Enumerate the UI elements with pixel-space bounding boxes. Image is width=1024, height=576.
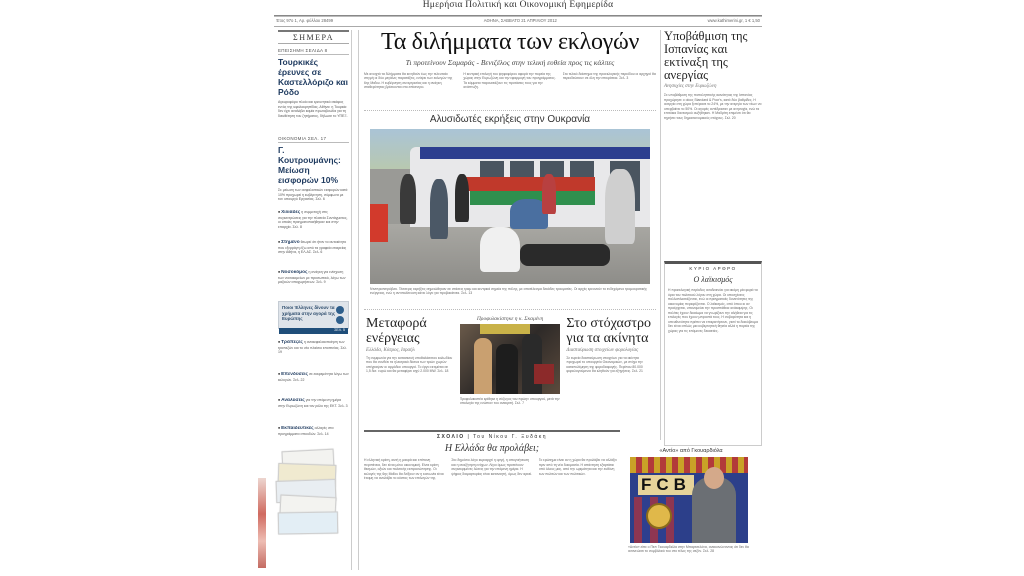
- divider: [364, 309, 656, 310]
- ukraine-explosion-photo: [370, 129, 650, 284]
- story-caption: Προφυλακιστέα κρίθηκε η σύζυγος του πρώην υπουργού, μετά την απολογία της ενώπιον του ανακριτή. Σελ. 7: [459, 397, 560, 406]
- story-subtitle: Διασταύρωση στοιχείων φορολογίας: [566, 348, 639, 353]
- euro-coin-icon: [336, 306, 344, 314]
- photo-sign: [480, 324, 530, 334]
- main-subheadline: Τι προτείνουν Σαμαράς - Βενιζέλος στην τελική ευθεία προς τις κάλπες: [405, 58, 615, 67]
- bullet-title: Χιλιάδες: [281, 210, 301, 215]
- bullet-text: σε εκκρεμότητα λόγω των εκλογών. Σελ. 22: [278, 372, 349, 382]
- photo-tram-ad-red: [465, 177, 595, 191]
- dateline-rule: [274, 26, 762, 27]
- football-icon: [646, 503, 672, 529]
- bullet-item[interactable]: ■ Εκπαιδευτικές αλλαγές στα προγράμματα σπουδών. Σελ. 14: [278, 426, 334, 436]
- bullet-text: θεωρεί ότι ήταν το αυτοκίνητο που εξερράγη έξω από τα γραφεία εταιρείας στην Αθήνα, η ΕΛ.ΑΣ. Σελ. 6: [278, 240, 347, 255]
- newspaper-front-page: [268, 0, 768, 576]
- main-column: [364, 28, 656, 558]
- sport-box[interactable]: [628, 448, 754, 559]
- bullet-title: Στημένο: [281, 240, 300, 245]
- newspaper-stack-image: [274, 450, 340, 536]
- scholio-col: Το ερώτημα είναι αν η χώρα θα προλάβει να αλλάξει πριν από τη νέα δοκιμασία. Η απάντηση εξαρτάται από όλους μας, από την ωριμότητα και την ευθύνη των πολιτών και των πολιτικών.: [538, 458, 617, 476]
- promo-page-bar: ΣΕΛ. 5: [279, 328, 348, 334]
- lead-col: Με ανοιχτά τα διλήμματα θα κινηθούν έως την τελευταία στιγμή οι δύο μεγάλες παρατάξεις, ενόψει των εκλογών της 6ης Μαΐου. Η κυβέρνηση συνεργασίας και η ανάγκη σταθερότητας βρίσκονται στο επίκεντρο.: [364, 72, 453, 90]
- bullet-item[interactable]: ■ Χιλιάδες η συμμετοχή στις συγκεντρώσεις για την πλατεία Συντάγματος, οι οποίες πραγματοποιήθηκαν και στην επαρχία. Σελ. 8: [278, 210, 348, 229]
- editorial-title[interactable]: Ο λαϊκισμός: [693, 275, 733, 284]
- scholio-text: [364, 458, 620, 558]
- coin-icon: [336, 316, 344, 324]
- bullet-text: η ανάγκη για ενίσχυση των νοσοκομείων με προσωπικό, λόγω των μαζικών αποχωρήσεων. Σελ. 9: [278, 270, 346, 285]
- photo-person: [480, 227, 520, 272]
- scholio-title[interactable]: Η Ελλάδα θα προλάβει;: [444, 443, 540, 454]
- bullet-item[interactable]: ■ Αναλύσεις για την επόμενη ημέρα στην Ευρωζώνη και τον ρόλο της ΕΚΤ. Σελ. 3: [278, 398, 348, 408]
- story-photo-label: Προφυλακίστηκε η κ. Σκαμένη: [476, 316, 544, 322]
- lead-col: Στο τελικό διάστημα της προεκλογικής περιόδου οι αρχηγοί θα περιοδεύσουν σε όλη την επικράτεια. Σελ. 3: [562, 72, 656, 81]
- bullet-item[interactable]: ■ Επενδύσεις σε εκκρεμότητα λόγω των εκλογών. Σελ. 22: [278, 372, 349, 382]
- photo-window: [570, 161, 594, 177]
- story-property[interactable]: [566, 316, 654, 422]
- photo-stripes: [630, 457, 748, 473]
- bullet-title: Αναλύσεις: [281, 398, 305, 403]
- scholio-rule: [364, 430, 620, 432]
- editorial-box: [664, 261, 762, 446]
- column-divider: [660, 30, 661, 440]
- photo-window: [480, 161, 504, 177]
- divider: [364, 110, 656, 111]
- photo-person: [520, 244, 610, 266]
- bullet-item[interactable]: ■ Νοσοκόμος η ανάγκη για ενίσχυση των νοσοκομείων με προσωπικό, λόγω των μαζικών αποχωρήσεων. Σελ. 9: [278, 270, 346, 285]
- bullet-title: Εκπαιδευτικές: [281, 426, 314, 431]
- left-headline-contributions[interactable]: Γ. Κουτρουμάνης: Μείωση εισφορών 10%: [278, 145, 341, 185]
- scholio-col: Η ελληνική κρίση, αυτή η μακρά και επίπονη περιπέτεια, δεν είναι μόνο οικονομική. Είναι κρίση θεσμών, αξιών και πολιτικής εκπροσώπησης. Οι εκλογές της 6ης Μαΐου θα δείξουν αν η κοινωνία είναι έτοιμη να αναλάβει το κόστος των επιλογών της.: [364, 458, 444, 480]
- story-title: Μεταφορά ενέργειας: [366, 316, 427, 346]
- dateline: [276, 18, 760, 26]
- sport-headline: «Αντίο» από Γκουαρδιόλα: [659, 448, 723, 454]
- photo-person: [400, 174, 416, 224]
- kicker: ΟΙΚΟΝΟΜΙΑ ΣΕΛ. 17: [278, 136, 349, 143]
- right-text: Σε υποβάθμιση της πιστοληπτικής ικανότητας της Ισπανίας προχώρησε ο οίκος Standard & Poor's, κατά δύο βαθμίδες. Η ανεργία στη χώρα ξεπέρασε το 24%, με την ανεργία των νέων να υπερβαίνει το 50%. Οι αγορές αντέδρασαν με ανησυχία, ενώ τα επιτόκια δανεισμού αυξήθηκαν. Η Μαδρίτη επιμένει ότι θα τηρήσει τους δημοσιονομικούς στόχους. Σελ. 20: [664, 93, 762, 120]
- sport-caption: «Αντίο» είπε ο Πεπ Γκουαρδιόλα στην Μπαρτσελόνα, ανακοινώνοντας ότι δεν θα ανανεώσει το συμβόλαιό του στο τέλος της σεζόν. Σελ. 28: [628, 545, 749, 554]
- photo-headline[interactable]: Αλυσιδωτές εκρήξεις στην Ουκρανία: [429, 114, 591, 125]
- section-header-today: ΣΗΜΕΡΑ: [278, 30, 349, 44]
- masthead-subtitle: Ημερήσια Πολιτική και Οικονομική Εφημερίδα: [422, 0, 614, 10]
- story-photo: [460, 324, 561, 394]
- lead-story-text: [364, 72, 656, 106]
- bullet-title: Επενδύσεις: [281, 372, 308, 377]
- photo-caption: Ντνιπροπετρόβσκ. Τέσσερις εκρήξεις σημειώθηκαν σε στάσεις τραμ και κεντρικά σημεία της πόλης, με αποτέλεσμα δεκάδες τραυματίες. Οι αρχές ερευνούν το ενδεχόμενο τρομοκρατικής ενέργειας, ενώ η αντιπολίτευση κάνει λόγο για προβοκάτσια. Σελ. 13: [370, 287, 647, 296]
- photo-window: [510, 161, 534, 177]
- scholio-byline: Του Νίκου Γ. Ξυδάκη: [473, 434, 548, 440]
- vertical-brand-logo: [258, 478, 266, 568]
- bullet-text: για την επόμενη ημέρα στην Ευρωζώνη και τον ρόλο της ΕΚΤ. Σελ. 3: [278, 398, 348, 408]
- photo-person: [430, 179, 448, 239]
- photo-person: [542, 174, 556, 214]
- left-text: Σε μείωση των ασφαλιστικών εισφορών κατά 10% προχωρεί η κυβέρνηση, σύμφωνα με τον υπουργό Εργασίας. Σελ. 6: [278, 188, 348, 202]
- right-subheadline: Ανησυχίες στην Ευρωζώνη: [664, 84, 717, 89]
- story-title: Στο στόχαστρο για τα ακίνητα: [566, 316, 651, 346]
- photo-person: [496, 344, 518, 394]
- photo-person-head: [704, 467, 724, 489]
- left-text: Αγκυροφόρο πλοίο και ερευνητικό σκάφος εντός της υφαλοκρηπίδας. Αθήνα: η Τουρκία δεν έχει αναλάβει καμία πρωτοβουλία για τη διευθέτηση του ζητήματος, δήλωσε το ΥΠΕΞ.: [278, 100, 348, 118]
- dateline-web: www.kathimerini.gr, 1 € 1,50: [707, 18, 760, 23]
- photo-person: [474, 338, 492, 394]
- photo-person: [605, 169, 635, 244]
- main-headline[interactable]: Τα διλήμματα των εκλογών: [380, 29, 639, 55]
- bullet-text: η ανακεφαλαιοποίηση των τραπεζών και το νέο πλαίσιο εποπτείας. Σελ. 19: [278, 340, 347, 355]
- right-column: [664, 30, 762, 446]
- scholio-col: Στο δημόσιο λόγο κυριαρχεί η οργή, η απογοήτευση και η αναζήτηση ενόχων. Λίγοι όμως προτείνουν συγκεκριμένες λύσεις για την επόμενη ημέρα. Η ψήφος διαμαρτυρίας είναι κατανοητή, όμως δεν αρκεί.: [451, 458, 533, 476]
- story-energy[interactable]: [366, 316, 454, 422]
- bullet-text: η συμμετοχή στις συγκεντρώσεις για την πλατεία Συντάγματος, οι οποίες πραγματοποιήθηκαν και στην επαρχία. Σελ. 8: [278, 210, 348, 229]
- masthead-rule: [274, 15, 762, 17]
- bullet-text: αλλαγές στα προγράμματα σπουδών. Σελ. 14: [278, 426, 334, 436]
- right-headline-spain[interactable]: Υποβάθμιση της Ισπανίας και εκτίναξη της ανεργίας: [664, 29, 748, 82]
- guardiola-photo: [630, 457, 748, 543]
- scholio-section: [364, 430, 620, 558]
- dateline-date: ΑΘΗΝΑ, ΣΑΒΒΑΤΟ 21 ΑΠΡΙΛΙΟΥ 2012: [483, 18, 557, 23]
- story-subtitle: Ελλάδα, Κύπρος, Ισραήλ: [366, 348, 415, 353]
- secondary-stories: [364, 316, 656, 422]
- column-divider: [358, 30, 359, 570]
- story-arrest[interactable]: [460, 316, 561, 422]
- story-text: Τη συμφωνία για την κατασκευή υποθαλάσσιου καλωδίου που θα συνδέει τα ηλεκτρικά δίκτυα των τριών χωρών υπέγραψαν οι αρμόδιοι υπουργοί. Το έργο εκτιμάται σε 1,5 δισ. ευρώ και θα μεταφέρει ισχύ 2.000 MW. Σελ. 18: [366, 356, 453, 374]
- bullet-item[interactable]: ■ Τράπεζες η ανακεφαλαιοποίηση των τραπεζών και το νέο πλαίσιο εποπτείας. Σελ. 19: [278, 340, 347, 355]
- bullet-title: Νοσοκόμος: [281, 270, 308, 275]
- kicker: ΕΠΕΙΣΗΜΗ ΣΕΛΙΔΑ 8: [278, 48, 349, 55]
- dateline-issue: Έτος 97ο 1, Αρ. φύλλου 28499: [276, 18, 334, 23]
- scholio-label: ΣΧΟΛΙΟ | Του Νίκου Γ. Ξυδάκη: [436, 434, 548, 440]
- photo-tram-roof: [420, 147, 650, 159]
- bullet-title: Τράπεζες: [281, 340, 303, 345]
- photo-sign: [370, 204, 388, 242]
- promo-text: Ποιοι Έλληνες δίνουν τα χρήματα στην αγορά της Ευρώπης: [282, 305, 336, 322]
- paper-thumb: [278, 511, 338, 534]
- bullet-item[interactable]: ■ Στημένο θεωρεί ότι ήταν το αυτοκίνητο που εξερράγη έξω από τα γραφεία εταιρείας στην Αθήνα, η ΕΛ.ΑΣ. Σελ. 6: [278, 240, 347, 255]
- photo-shirt: [534, 364, 554, 384]
- editorial-text: Η προεκλογική περίοδος αναδεικνύει για ακόμη μία φορά τα όρια του πολιτικού λόγου στη χώρα. Οι υποσχέσεις πολλαπλασιάζονται, ενώ οι πραγματικές δυνατότητες της οικονομίας περιορίζονται. Ο λαϊκισμός, από όπου κι αν προέρχεται, υπονομεύει την προσπάθεια ανάκαμψης. Οι πολίτες έχουν δικαίωμα να γνωρίζουν την αλήθεια για τις επιλογές που έχουν μπροστά τους. Η σοβαρότητα και η υπευθυνότητα πρέπει να επικρατήσουν, γιατί το διακύβευμα δεν είναι απλώς μια κυβερνητική θητεία αλλά η πορεία της χώρας για τις επόμενες δεκαετίες.: [668, 288, 758, 333]
- photo-person: [455, 174, 469, 222]
- editorial-label: ΚΥΡΙΟ ΑΡΘΡΟ: [689, 266, 737, 271]
- lead-col: Η κεντρική επιλογή του ψηφοφόρου αφορά την πορεία της χώρας στην Ευρωζώνη και την εφαρμογή του προγράμματος. Τα κόμματα παρουσιάζουν τις προτάσεις τους για την ανάπτυξη.: [463, 72, 556, 90]
- promo-box[interactable]: [278, 301, 349, 332]
- left-headline-turkish-research[interactable]: Τουρκικές έρευνες σε Καστελλόριζο και Ρόδο: [278, 57, 349, 97]
- scholio-label-text: ΣΧΟΛΙΟ: [436, 434, 465, 440]
- fcb-crest-text: FCB: [638, 475, 694, 495]
- story-text: Σε ευρεία διασταύρωση στοιχείων για τα ακίνητα προχωρεί το υπουργείο Οικονομικών, με στόχο την καταπολέμηση της φοροδιαφυγής. Περίπου 80.000 φορολογούμενοι θα κληθούν για εξηγήσεις. Σελ. 21: [566, 356, 643, 374]
